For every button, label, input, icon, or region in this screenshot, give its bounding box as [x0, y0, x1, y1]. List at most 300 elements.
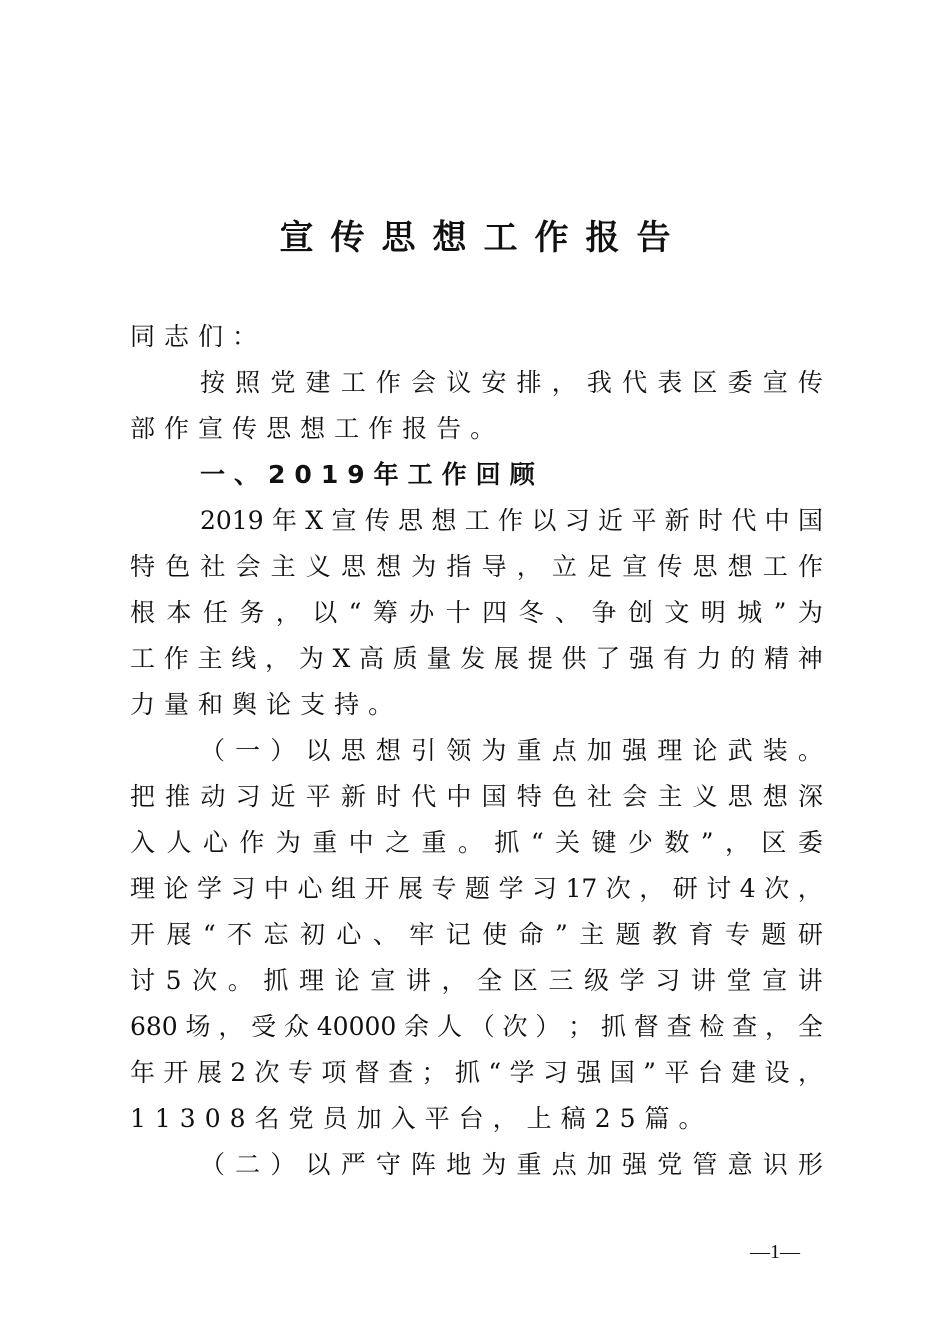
line-glyph: 思 — [340, 736, 366, 765]
line-glyph: 重 — [312, 828, 338, 857]
line-glyph: 篇 — [644, 1104, 679, 1133]
line-glyph: 会 — [411, 368, 437, 397]
line-glyph: 表 — [657, 368, 683, 397]
line-glyph: 次 — [605, 874, 631, 903]
line-glyph: 按 — [200, 368, 226, 397]
line-glyph: （ — [200, 1150, 226, 1179]
line-glyph: 宣 — [331, 506, 357, 535]
line-glyph: 数 — [664, 828, 690, 857]
line-glyph: 年 — [271, 506, 297, 535]
line-glyph: 研 — [672, 874, 698, 903]
line-glyph: 心 — [336, 920, 362, 949]
paragraph-line — [130, 498, 823, 544]
line-glyph: 主 — [657, 782, 683, 811]
salutation-text: 同志们： — [130, 322, 267, 351]
line-glyph: 高 — [359, 644, 385, 673]
line-glyph: 争 — [591, 598, 617, 627]
line-glyph: 。 — [797, 736, 823, 765]
line-glyph: 项 — [321, 1058, 347, 1087]
line-glyph: 抓 — [263, 966, 289, 995]
line-glyph: 2 — [230, 1058, 247, 1087]
line-glyph: 督 — [354, 1058, 380, 1087]
line-glyph: 以 — [312, 598, 338, 627]
line-glyph: 了 — [595, 644, 621, 673]
line-glyph: 社 — [200, 552, 226, 581]
line-glyph: （ — [469, 1012, 495, 1041]
line-glyph: 为 — [275, 828, 301, 857]
line-glyph: 之 — [385, 828, 411, 857]
line-glyph: ” — [643, 1058, 656, 1087]
line-glyph: 想 — [375, 736, 401, 765]
document-title: 宣传思想工作报告 — [279, 218, 688, 258]
line-glyph: 。 — [678, 1104, 713, 1133]
line-glyph: 推 — [165, 782, 191, 811]
line-glyph: 研 — [797, 920, 823, 949]
line-glyph: 强 — [622, 736, 648, 765]
line-glyph: 主 — [579, 920, 605, 949]
line-glyph: 时 — [376, 782, 402, 811]
line-glyph: 平 — [305, 782, 331, 811]
paragraph-line — [130, 1096, 823, 1142]
line-glyph: 管 — [692, 1150, 718, 1179]
line-glyph: ， — [551, 368, 577, 397]
line-glyph: 理 — [130, 874, 156, 903]
line-glyph: 讨 — [130, 966, 156, 995]
line-glyph: 展 — [196, 1058, 222, 1087]
line-glyph: 持 — [334, 690, 369, 719]
line-glyph: 展 — [398, 874, 424, 903]
line-glyph: 以 — [305, 736, 331, 765]
line-glyph: 一 — [235, 736, 261, 765]
line-glyph: “ — [488, 1058, 502, 1087]
line-glyph: 和 — [198, 690, 233, 719]
line-glyph: 学 — [197, 874, 223, 903]
line-glyph: 初 — [299, 920, 325, 949]
line-glyph: 关 — [555, 828, 581, 857]
line-glyph: （ — [200, 736, 226, 765]
line-glyph: 为 — [411, 552, 437, 581]
line-glyph: 习 — [532, 874, 558, 903]
line-glyph: 提 — [527, 644, 553, 673]
line-glyph: 11308 — [130, 1104, 255, 1133]
line-glyph: 学 — [509, 1058, 535, 1087]
paragraph-line — [130, 958, 823, 1004]
line-glyph: 供 — [561, 644, 587, 673]
paragraph-line — [130, 636, 823, 682]
line-glyph: ， — [218, 1012, 244, 1041]
line-glyph: “ — [202, 920, 216, 949]
line-glyph: 育 — [688, 920, 714, 949]
page-number: —1— — [750, 1241, 800, 1263]
line-glyph: 识 — [762, 1150, 788, 1179]
line-glyph: ， — [639, 874, 665, 903]
line-glyph: ） — [535, 1012, 561, 1041]
line-glyph: ， — [441, 966, 467, 995]
line-glyph: 有 — [662, 644, 688, 673]
line-glyph: X — [332, 644, 351, 673]
line-glyph: 舆 — [232, 690, 267, 719]
line-glyph: 为 — [797, 598, 823, 627]
line-glyph: 党 — [657, 1150, 683, 1179]
line-glyph: 次 — [192, 966, 218, 995]
line-glyph: 神 — [797, 644, 823, 673]
line-glyph: 习 — [235, 782, 261, 811]
line-glyph: 宣 — [198, 414, 233, 443]
line-glyph: ， — [797, 874, 823, 903]
line-glyph: 作 — [797, 552, 823, 581]
line-glyph: 新 — [664, 506, 690, 535]
line-glyph: 工 — [334, 414, 369, 443]
line-glyph: 阵 — [411, 1150, 437, 1179]
line-glyph: 新 — [340, 782, 366, 811]
line-glyph: 以 — [305, 1150, 331, 1179]
line-glyph: 主 — [270, 552, 296, 581]
line-glyph: ” — [555, 920, 568, 949]
line-glyph: 台 — [458, 1104, 493, 1133]
line-glyph: 筹 — [372, 598, 398, 627]
line-glyph: 告 — [436, 414, 471, 443]
line-glyph: 加 — [586, 1150, 612, 1179]
document-body — [130, 314, 823, 1188]
line-glyph: 代 — [622, 368, 648, 397]
line-glyph: 国 — [481, 782, 507, 811]
paragraph-line — [130, 682, 823, 728]
line-glyph: 台 — [697, 1058, 723, 1087]
line-glyph: 十 — [445, 598, 471, 627]
line-glyph: 国 — [609, 1058, 635, 1087]
line-glyph: ； — [568, 1012, 594, 1041]
line-glyph: 忘 — [263, 920, 289, 949]
line-glyph: 专 — [724, 920, 750, 949]
line-glyph: 党 — [288, 1104, 323, 1133]
line-glyph: 城 — [737, 598, 763, 627]
line-glyph: ） — [270, 736, 296, 765]
line-glyph: 讲 — [405, 966, 431, 995]
line-glyph: 主 — [197, 644, 223, 673]
line-glyph: 牢 — [409, 920, 435, 949]
line-glyph: 余 — [404, 1012, 430, 1041]
line-glyph: 理 — [299, 966, 325, 995]
line-glyph: 40000 — [316, 1012, 397, 1041]
line-glyph: ， — [797, 1058, 823, 1087]
line-glyph: 强 — [629, 644, 655, 673]
line-glyph: 想 — [376, 552, 402, 581]
line-glyph: 年 — [130, 1058, 156, 1087]
line-glyph: 时 — [698, 506, 724, 535]
line-glyph: 加 — [356, 1104, 391, 1133]
line-glyph: 思 — [398, 506, 424, 535]
line-glyph: 次 — [502, 1012, 528, 1041]
line-glyph: 代 — [411, 782, 437, 811]
line-glyph: 使 — [482, 920, 508, 949]
line-glyph: 抓 — [600, 1012, 626, 1041]
line-glyph: 作 — [441, 460, 476, 489]
paragraph-line — [130, 544, 823, 590]
salutation — [130, 314, 823, 360]
line-glyph: 委 — [727, 368, 753, 397]
line-glyph: 意 — [727, 1150, 753, 1179]
line-glyph: ” — [773, 598, 787, 627]
line-glyph: 抓 — [454, 1058, 480, 1087]
line-glyph: 人 — [436, 1012, 462, 1041]
line-glyph: 5 — [165, 966, 182, 995]
line-glyph: 足 — [587, 552, 613, 581]
line-glyph: 习 — [542, 1058, 568, 1087]
line-glyph: 2019 — [268, 460, 374, 489]
line-glyph: 工 — [130, 644, 156, 673]
line-glyph: ， — [275, 598, 301, 627]
line-glyph: 习 — [564, 506, 590, 535]
line-glyph: 中 — [264, 874, 290, 903]
line-glyph: 中 — [446, 782, 472, 811]
line-glyph: 查 — [388, 1058, 414, 1087]
line-glyph: 作 — [164, 414, 199, 443]
line-glyph: 平 — [631, 506, 657, 535]
line-glyph: 特 — [516, 782, 542, 811]
line-glyph: 务 — [239, 598, 265, 627]
line-glyph: 思 — [727, 782, 753, 811]
line-glyph: 不 — [227, 920, 253, 949]
line-glyph: 领 — [446, 736, 472, 765]
line-glyph: 、 — [555, 598, 581, 627]
line-glyph: 特 — [130, 552, 156, 581]
line-glyph: 作 — [163, 644, 189, 673]
line-glyph: 量 — [426, 644, 452, 673]
line-glyph: 稿 — [560, 1104, 595, 1133]
line-glyph: 论 — [266, 690, 301, 719]
line-glyph: 平 — [424, 1104, 459, 1133]
line-glyph: 传 — [232, 414, 267, 443]
line-glyph: 讲 — [797, 966, 823, 995]
line-glyph: 思 — [266, 414, 301, 443]
line-glyph: 心 — [202, 828, 228, 857]
line-glyph: 、 — [234, 460, 269, 489]
line-glyph: 立 — [551, 552, 577, 581]
line-glyph: 部 — [130, 414, 165, 443]
line-glyph: 全 — [797, 1012, 823, 1041]
line-glyph: 议 — [446, 368, 472, 397]
line-glyph: 精 — [764, 644, 790, 673]
line-glyph: 力 — [696, 644, 722, 673]
line-glyph: 开 — [364, 874, 390, 903]
line-glyph: 排 — [516, 368, 542, 397]
line-glyph: 点 — [551, 1150, 577, 1179]
line-glyph: 武 — [727, 736, 753, 765]
line-glyph: 众 — [283, 1012, 309, 1041]
line-glyph: 代 — [731, 506, 757, 535]
line-glyph: 重 — [516, 736, 542, 765]
line-glyph: 建 — [305, 368, 331, 397]
line-glyph: 督 — [633, 1012, 659, 1041]
line-glyph: 色 — [165, 552, 191, 581]
line-glyph: 讲 — [690, 966, 716, 995]
line-glyph: 重 — [516, 1150, 542, 1179]
line-glyph: 17 — [565, 874, 598, 903]
line-glyph: 习 — [655, 966, 681, 995]
line-glyph: 宣 — [370, 966, 396, 995]
line-glyph: ， — [724, 828, 750, 857]
line-glyph: 。 — [368, 690, 403, 719]
line-glyph: 严 — [340, 1150, 366, 1179]
line-glyph: 思 — [340, 552, 366, 581]
line-glyph: ， — [492, 1104, 527, 1133]
line-glyph: 题 — [761, 920, 787, 949]
line-glyph: 色 — [551, 782, 577, 811]
line-glyph: 受 — [251, 1012, 277, 1041]
line-glyph: 把 — [130, 782, 156, 811]
line-glyph: 四 — [482, 598, 508, 627]
line-glyph: ” — [700, 828, 714, 857]
line-glyph: 习 — [230, 874, 256, 903]
paragraph-line — [130, 1004, 823, 1050]
line-glyph: 本 — [166, 598, 192, 627]
line-glyph: “ — [348, 598, 362, 627]
line-glyph: 点 — [551, 736, 577, 765]
line-glyph: 堂 — [726, 966, 752, 995]
line-glyph: 心 — [297, 874, 323, 903]
line-glyph: 力 — [130, 690, 165, 719]
section-heading — [130, 452, 823, 498]
line-glyph: 名 — [254, 1104, 289, 1133]
line-glyph: 2019 — [200, 506, 264, 535]
line-glyph: ） — [270, 1150, 296, 1179]
line-glyph: 质 — [392, 644, 418, 673]
line-glyph: X — [305, 506, 324, 535]
line-glyph: 传 — [797, 368, 823, 397]
line-glyph: 冬 — [518, 598, 544, 627]
line-glyph: 25 — [594, 1104, 645, 1133]
line-glyph: 近 — [598, 506, 624, 535]
line-glyph: 查 — [666, 1012, 692, 1041]
line-glyph: 年 — [373, 460, 408, 489]
line-glyph: 。 — [227, 966, 253, 995]
line-glyph: 创 — [627, 598, 653, 627]
line-glyph: 680 — [130, 1012, 178, 1041]
line-glyph: 学 — [619, 966, 645, 995]
line-glyph: 动 — [200, 782, 226, 811]
line-glyph: 。 — [470, 414, 505, 443]
line-glyph: 键 — [591, 828, 617, 857]
line-glyph: 二 — [235, 1150, 261, 1179]
line-glyph: 任 — [202, 598, 228, 627]
line-glyph: 专 — [287, 1058, 313, 1087]
line-glyph: 全 — [477, 966, 503, 995]
line-glyph: 一 — [200, 460, 235, 489]
line-glyph: 顾 — [509, 460, 544, 489]
line-glyph: 指 — [446, 552, 472, 581]
line-glyph: 文 — [664, 598, 690, 627]
line-glyph: 强 — [576, 1058, 602, 1087]
line-glyph: 宣 — [622, 552, 648, 581]
line-glyph: 守 — [375, 1150, 401, 1179]
line-glyph: 建 — [731, 1058, 757, 1087]
line-glyph: 想 — [300, 414, 335, 443]
line-glyph: 入 — [130, 828, 156, 857]
line-glyph: 照 — [235, 368, 261, 397]
line-glyph: 加 — [586, 736, 612, 765]
line-glyph: 装 — [762, 736, 788, 765]
line-glyph: ， — [265, 644, 291, 673]
paragraph-line — [130, 590, 823, 636]
line-glyph: 传 — [364, 506, 390, 535]
paragraph-line — [130, 820, 823, 866]
line-glyph: 题 — [465, 874, 491, 903]
subsection-heading — [130, 1142, 823, 1188]
line-glyph: 报 — [402, 414, 437, 443]
line-glyph: 组 — [331, 874, 357, 903]
line-glyph: 教 — [652, 920, 678, 949]
line-glyph: 为 — [298, 644, 324, 673]
line-glyph: 重 — [421, 828, 447, 857]
line-glyph: ， — [516, 552, 542, 581]
line-glyph: 为 — [481, 1150, 507, 1179]
line-glyph: 查 — [732, 1012, 758, 1041]
line-glyph: 理 — [657, 736, 683, 765]
line-glyph: 会 — [622, 782, 648, 811]
line-glyph: 发 — [460, 644, 486, 673]
line-glyph: 次 — [254, 1058, 280, 1087]
line-glyph: 论 — [334, 966, 360, 995]
line-glyph: 导 — [481, 552, 507, 581]
line-glyph: 区 — [512, 966, 538, 995]
line-glyph: 深 — [797, 782, 823, 811]
line-glyph: 作 — [498, 506, 524, 535]
line-glyph: 党 — [270, 368, 296, 397]
line-glyph: 工 — [464, 506, 490, 535]
line-glyph: 量 — [164, 690, 199, 719]
line-glyph: 会 — [235, 552, 261, 581]
line-glyph: 义 — [692, 782, 718, 811]
line-glyph: 回 — [475, 460, 510, 489]
line-glyph: 。 — [457, 828, 483, 857]
line-glyph: 中 — [348, 828, 374, 857]
paragraph-line — [130, 774, 823, 820]
line-glyph: 上 — [526, 1104, 561, 1133]
line-glyph: 工 — [762, 552, 788, 581]
line-glyph: 想 — [762, 782, 788, 811]
line-glyph: 命 — [518, 920, 544, 949]
line-glyph: 论 — [692, 736, 718, 765]
line-glyph: 展 — [494, 644, 520, 673]
line-glyph: 作 — [239, 828, 265, 857]
line-glyph: 开 — [130, 920, 156, 949]
line-glyph: 明 — [700, 598, 726, 627]
line-glyph: 记 — [445, 920, 471, 949]
line-glyph: 专 — [431, 874, 457, 903]
line-glyph: “ — [530, 828, 544, 857]
line-glyph: 宣 — [762, 966, 788, 995]
line-glyph: ， — [765, 1012, 791, 1041]
paragraph-line — [130, 360, 823, 406]
line-glyph: 级 — [584, 966, 610, 995]
line-glyph: 展 — [166, 920, 192, 949]
line-glyph: 支 — [300, 690, 335, 719]
line-glyph: 地 — [446, 1150, 472, 1179]
line-glyph: 义 — [305, 552, 331, 581]
line-glyph: 我 — [586, 368, 612, 397]
line-glyph: 场 — [185, 1012, 211, 1041]
line-glyph: 形 — [797, 1150, 823, 1179]
line-glyph: 工 — [407, 460, 442, 489]
line-glyph: 入 — [390, 1104, 425, 1133]
paragraph-line — [130, 912, 823, 958]
line-glyph: 传 — [657, 552, 683, 581]
line-glyph: 4 — [739, 874, 756, 903]
line-glyph: 引 — [411, 736, 437, 765]
paragraph-line — [130, 866, 823, 912]
line-glyph: 宣 — [762, 368, 788, 397]
line-glyph: 人 — [166, 828, 192, 857]
